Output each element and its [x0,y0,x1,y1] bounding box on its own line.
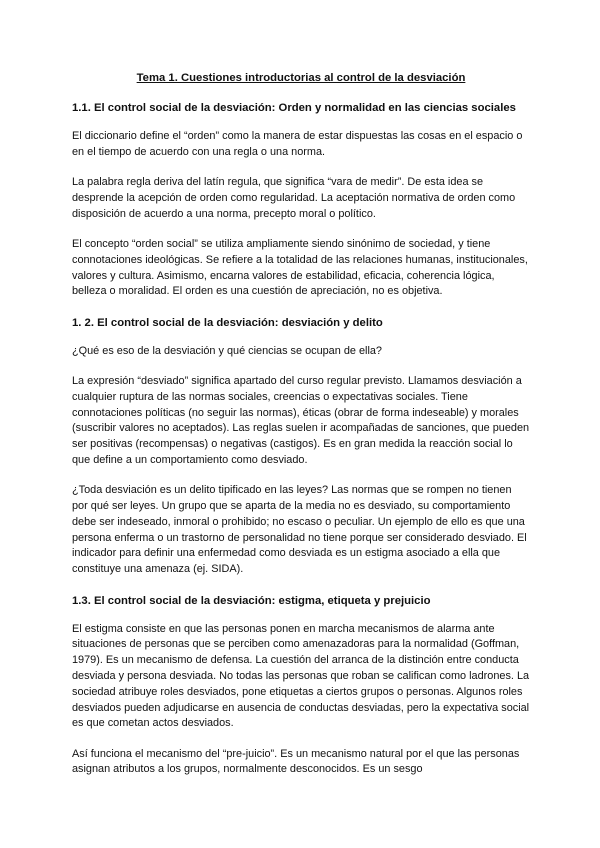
paragraph: ¿Toda desviación es un delito tipificado en las leyes? Las normas que se rompen no tienen por qué ser leyes. Un grupo que se aparta de la media no es desviado, su comportamiento debe ser indeseado, inmoral o prohibido; no escaso o peculiar. Un ejemplo de ello es que una persona enferma o un trastorno de personalidad no tiene porque ser considerado desviado. El indicador para definir una enfermedad como desviada es un estigma asociado a ella que constituye una amenaza (ej. SIDA). [72,484,527,576]
document-title: Tema 1. Cuestiones introductorias al control de la desviación [136,72,466,84]
section-heading-1-1: 1.1. El control social de la desviación: Orden y normalidad en las ciencias sociales [72,102,516,114]
section-heading-1-2: 1. 2. El control social de la desviación: desviación y delito [72,316,383,329]
paragraph: El diccionario define el “orden” como la manera de estar dispuestas las cosas en el espacio o en el tiempo de acuerdo con una regla o una norma. [72,130,523,158]
paragraph: El concepto “orden social” se utiliza ampliamente siendo sinónimo de sociedad, y tiene connotaciones ideológicas. Se refiere a la totalidad de las relaciones humanas, institucionales, valores y cultura. Asimismo, encarna valores de estabilidad, eficacia, coherencia lógica, belleza o moralidad. El orden es una cuestión de apreciación, no es objetiva. [72,237,528,298]
paragraph: ¿Qué es eso de la desviación y qué ciencias se ocupan de ella? [72,344,382,357]
section-heading-1-3: 1.3. El control social de la desviación: estigma, etiqueta y prejuicio [72,594,431,607]
document-body [72,70,530,793]
paragraph: El estigma consiste en que las personas ponen en marcha mecanismos de alarma ante situaciones de personas que se perciben como amenazadoras para la normalidad (Goffman, 1979). Es un mecanismo de defensa. La cuestión del arranca de la distinción entre conducta desviada y persona desviada. No todas las personas que roban se califican como ladrones. La sociedad atribuye roles desviados, pone etiquetas a ciertos grupos o personas. Algunos roles desviados pueden adjudicarse en ausencia de conductas desviadas, pero la expectativa social es que cometan actos desviados. [72,622,530,730]
paragraph: Así funciona el mecanismo del “pre-juicio”. Es un mecanismo natural por el que las personas asignan atributos a los grupos, normalmente desconocidos. Es un sesgo [72,747,520,776]
paragraph: La expresión “desviado” significa apartado del curso regular previsto. Llamamos desviación a cualquier ruptura de las normas sociales, creencias o expectativas sociales. Tiene connotaciones políticas (no seguir las normas), éticas (obrar de forma indeseable) y morales (suscribir valores no aceptados). Las reglas suelen ir acompañadas de sanciones, que pueden ser positivas (recompensas) o negativas (castigos). Es en gran medida la reacción social lo que define a un comportamiento como desviado. [72,374,530,466]
paragraph: La palabra regla deriva del latín regula, que significa “vara de medir”. De esta idea se desprende la acepción de orden como regularidad. La aceptación normativa de orden como disposición de acuerdo a una norma, precepto moral o político. [72,176,516,220]
